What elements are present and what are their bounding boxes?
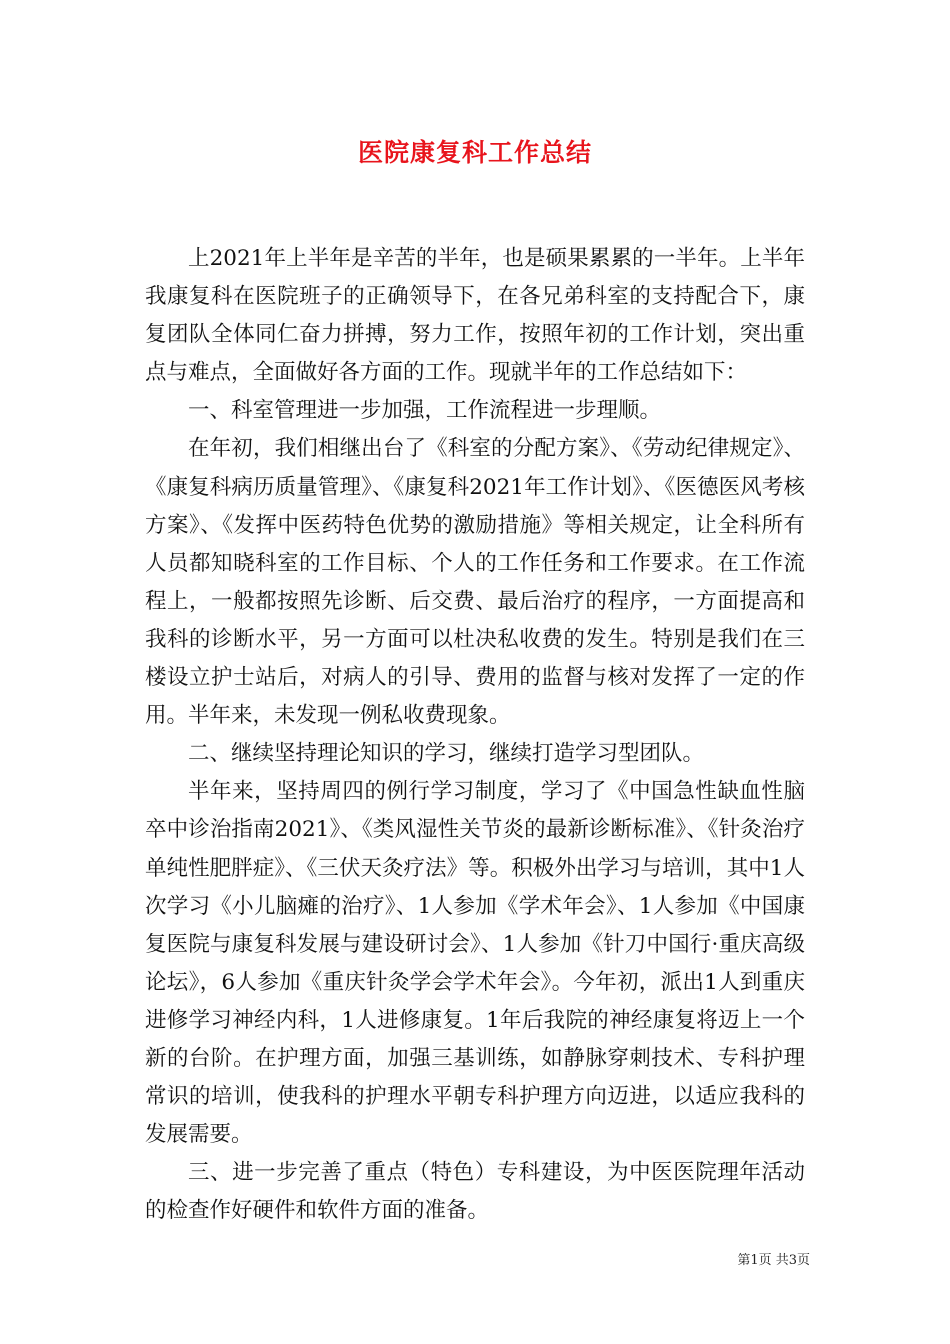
paragraph-section-2: 半年来，坚持周四的例行学习制度，学习了《中国急性缺血性脑卒中诊治指南2021》、《类风湿性关节炎的最新诊断标准》、《针灸治疗单纯性肥胖症》、《三伏天灸疗法》等。积极外出学习与培训，其中1人次学习《小儿脑瘫的治疗》、1人参加《学术年会》、1人参加《中国康复医院与康复科发展与建设研讨会》、1人参加《针刀中国行·重庆高级论坛》，6人参加《重庆针灸学会学术年会》。今年初，派出1人到重庆进修学习神经内科，1人进修康复。1年后我院的神经康复将迈上一个新的台阶。在护理方面，加强三基训练，如静脉穿刺技术、专科护理常识的培训，使我科的护理水平朝专科护理方向迈进，以适应我科的发展需要。 <box>145 779 805 1148</box>
document-body <box>145 240 805 1230</box>
section-heading-2: 二、继续坚持理论知识的学习，继续打造学习型团队。 <box>188 741 705 767</box>
section-heading-3: 三、进一步完善了重点（特色）专科建设，为中医医院理年活动的检查作好硬件和软件方面的准备。 <box>145 1160 805 1224</box>
page-number: 第1页 共3页 <box>737 1253 810 1268</box>
paragraph-intro: 上2021年上半年是辛苦的半年，也是硕果累累的一半年。上半年我康复科在医院班子的正确领导下，在各兄弟科室的支持配合下，康复团队全体同仁奋力拼搏，努力工作，按照年初的工作计划，突出重点与难点，全面做好各方面的工作。现就半年的工作总结如下： <box>145 246 805 386</box>
section-heading-1: 一、科室管理进一步加强，工作流程进一步理顺。 <box>188 398 662 424</box>
paragraph-section-1: 在年初，我们相继出台了《科室的分配方案》、《劳动纪律规定》、《康复科病历质量管理》、《康复科2021年工作计划》、《医德医风考核方案》、《发挥中医药特色优势的激励措施》等相关规定，让全科所有人员都知晓科室的工作目标、个人的工作任务和工作要求。在工作流程上，一般都按照先诊断、后交费、最后治疗的程序，一方面提高和我科的诊断水平，另一方面可以杜决私收费的发生。特别是我们在三楼设立护士站后，对病人的引导、费用的监督与核对发挥了一定的作用。半年来，未发现一例私收费现象。 <box>145 436 805 729</box>
document-title: 医院康复科工作总结 <box>357 138 592 167</box>
